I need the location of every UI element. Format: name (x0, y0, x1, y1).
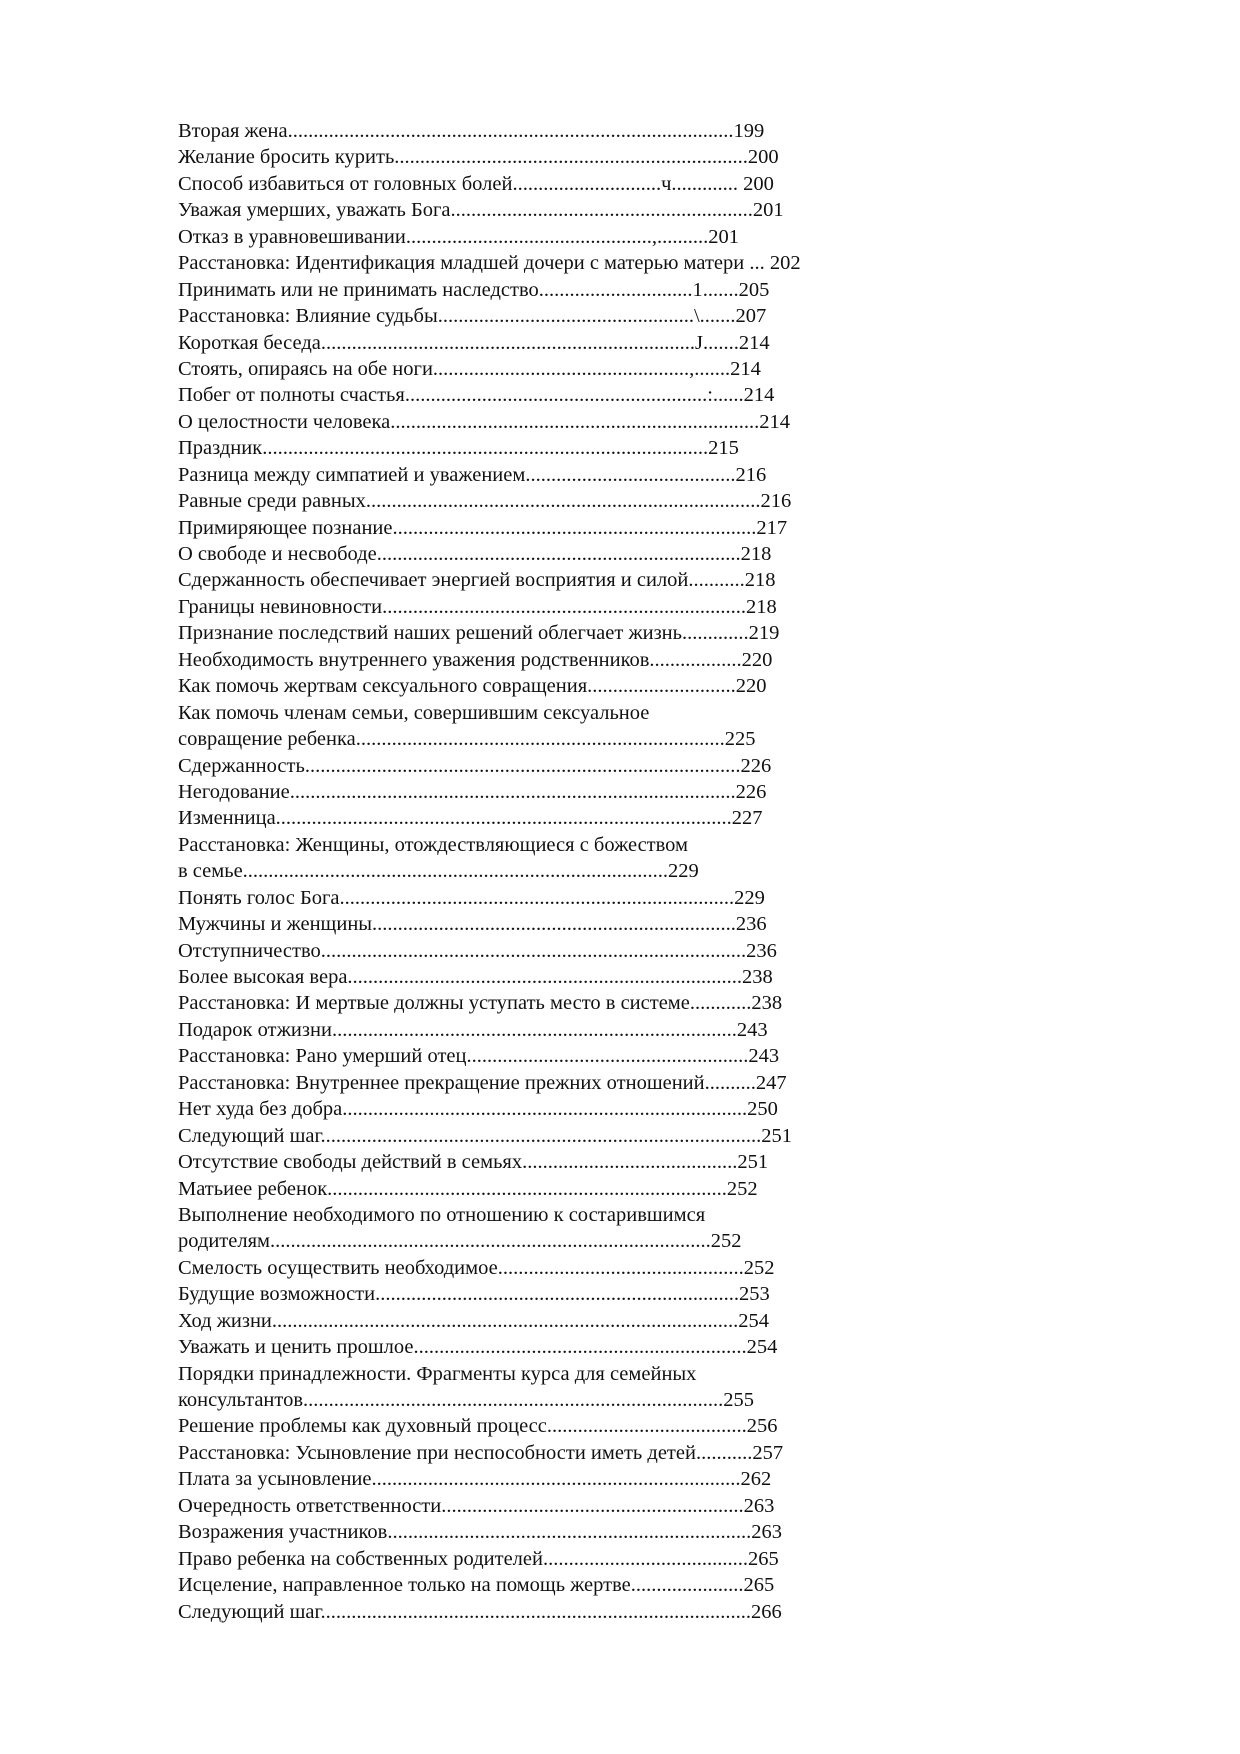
toc-entry: консультантов..................................................................................255 (178, 1389, 755, 1411)
toc-entry: Принимать или не принимать наследство..............................1.......205 (178, 278, 770, 301)
toc-entry: Решение проблемы как духовный процесс.......................................256 (178, 1415, 778, 1438)
toc-entry: Мужчины и женщины.......................................................................236 (178, 913, 767, 936)
toc-entry: Расстановка: Усыновление при неспособности иметь детей...........257 (178, 1441, 784, 1464)
toc-entry: Желание бросить курить.....................................................................200 (178, 146, 779, 169)
toc-entry: Необходимость внутреннего уважения родственников..................220 (178, 648, 773, 671)
toc-entry: Сдержанность обеспечивает энергией восприятия и силой...........218 (178, 569, 776, 592)
toc-entry: Побег от полноты счастья...........................................................:......214 (178, 384, 775, 407)
toc-entry: О целостности человека........................................................................214 (178, 410, 790, 433)
toc-entry: Следующий шаг......................................................................................251 (178, 1124, 793, 1147)
toc-entry: Равные среди равных.............................................................................216 (178, 490, 792, 513)
toc-entry: Границы невиновности.......................................................................218 (178, 595, 777, 618)
toc-entry: Расстановка: Рано умерший отец.......................................................243 (178, 1045, 780, 1068)
toc-entry: Плата за усыновление........................................................................262 (178, 1468, 772, 1491)
toc-entry: Расстановка: И мертвые должны уступать место в системе............238 (178, 992, 783, 1015)
toc-entry: Сдержанность.....................................................................................226 (178, 754, 772, 777)
toc-entry: Отсутствие свободы действий в семьях..........................................251 (178, 1151, 769, 1174)
toc-entry: Следующий шаг....................................................................................266 (178, 1600, 782, 1623)
toc-entry: Понять голос Бога.............................................................................229 (178, 886, 765, 909)
toc-entry: Будущие возможности.......................................................................253 (178, 1283, 770, 1306)
toc-entry: Подарок отжизни...............................................................................243 (178, 1018, 768, 1041)
toc-entry: Отказ в уравновешивании................................................,..........201 (178, 225, 739, 248)
toc-entry: родителям......................................................................................252 (178, 1230, 742, 1253)
toc-entry: Короткая беседа.........................................................................J.......214 (178, 331, 770, 354)
toc-entry: Негодование.......................................................................................226 (178, 780, 767, 803)
toc-entry: Вторая жена.......................................................................................199 (178, 120, 765, 142)
toc-entry: Стоять, опираясь на обе ноги..................................................,.......214 (178, 357, 761, 380)
toc-entry: Отступничество...................................................................................236 (178, 939, 777, 962)
toc-entry: Как помочь жертвам сексуального совращения.............................220 (178, 675, 767, 698)
toc-entry: Расстановка: Влияние судьбы..................................................\.......207 (178, 305, 767, 328)
toc-entry: Примиряющее познание.......................................................................217 (178, 516, 788, 539)
toc-entry: Признание последствий наших решений облегчает жизнь.............219 (178, 622, 780, 645)
toc-entry: Возражения участников.......................................................................263 (178, 1521, 782, 1544)
toc-entry: Нет худа без добра...............................................................................250 (178, 1098, 778, 1121)
toc-entry: Уважая умерших, уважать Бога...........................................................201 (178, 199, 784, 222)
toc-entry: Расстановка: Внутреннее прекращение прежних отношений..........247 (178, 1071, 787, 1094)
toc-entry: совращение ребенка........................................................................225 (178, 728, 756, 751)
toc-entry: Разница между симпатией и уважением.........................................216 (178, 463, 767, 486)
toc-entry: в семье...................................................................................229 (178, 860, 699, 883)
toc-entry: Очередность ответственности...........................................................263 (178, 1494, 775, 1517)
toc-entry: Расстановка: Женщины, отождествляющиеся с божеством (178, 833, 689, 856)
table-of-contents (178, 118, 938, 1625)
toc-entry: Способ избавиться от головных болей.............................ч............. 200 (178, 172, 774, 195)
toc-entry: Как помочь членам семьи, совершившим сексуальное (178, 701, 650, 724)
toc-entry: Смелость осуществить необходимое................................................252 (178, 1256, 775, 1279)
toc-entry: Праздник.......................................................................................215 (178, 437, 739, 460)
toc-entry: Исцеление, направленное только на помощь жертве......................265 (178, 1574, 775, 1597)
toc-entry: Порядки принадлежности. Фрагменты курса для семейных (178, 1362, 697, 1385)
toc-entry: Расстановка: Идентификация младшей дочери с матерью матери ... 202 (178, 252, 801, 275)
toc-entry: Право ребенка на собственных родителей........................................265 (178, 1547, 779, 1570)
toc-entry: Ход жизни...........................................................................................254 (178, 1309, 770, 1332)
toc-entry: Уважать и ценить прошлое.................................................................254 (178, 1336, 778, 1359)
toc-entry: О свободе и несвободе.......................................................................218 (178, 543, 772, 565)
toc-entry: Матьиее ребенок..............................................................................252 (178, 1177, 758, 1200)
toc-entry: Выполнение необходимого по отношению к состарившимся (178, 1203, 706, 1226)
toc-entry: Более высокая вера.............................................................................238 (178, 966, 773, 988)
toc-entry: Изменница.........................................................................................227 (178, 807, 763, 830)
